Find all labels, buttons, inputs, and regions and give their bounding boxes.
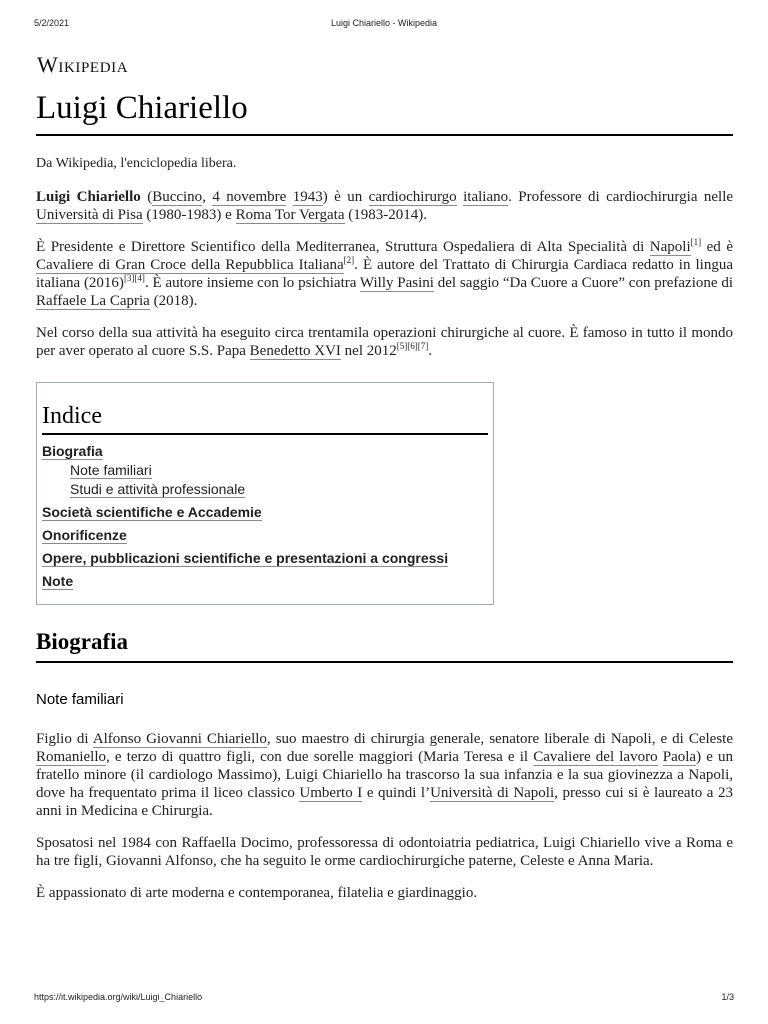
link-buccino[interactable]: Buccino <box>152 189 203 205</box>
link-universita-di-pisa[interactable]: Università di Pisa <box>36 207 143 223</box>
toc-item-societa <box>42 504 488 520</box>
link-1943[interactable]: 1943 <box>292 189 323 205</box>
print-url: https://it.wikipedia.org/wiki/Luigi_Chiariello <box>34 992 203 1002</box>
print-page-number: 1/3 <box>721 992 734 1002</box>
link-cardiochirurgo[interactable]: cardiochirurgo <box>368 189 457 205</box>
biografia-paragraph-2: Sposatosi nel 1984 con Raffaella Docimo, professoressa di odontoiatria pediatrica, Luigi Chiariello vive a Roma e ha tre figli, Giovanni Alfonso, che ha seguito le orme cardiochirurgiche paterne, Celeste e Anna Maria. <box>36 835 733 869</box>
wikipedia-wordmark[interactable]: Wikipedia <box>37 52 129 77</box>
link-romaniello[interactable]: Romaniello <box>36 749 106 765</box>
link-cavaliere-gran-croce[interactable]: Cavaliere di Gran Croce della Repubblica Italiana <box>36 257 344 273</box>
article-content <box>36 52 733 916</box>
tagline: Da Wikipedia, l'enciclopedia libera. <box>36 156 237 171</box>
toc-item-studi <box>70 481 488 497</box>
lead-paragraph-2: È Presidente e Direttore Scientifico della Mediterranea, Struttura Ospedaliera di Alta Specialità di Napoli[1] ed è Cavaliere di Gran Croce della Repubblica Italiana[2]. È autore del Trattato di Chirurgia Cardiaca redatto in lingua italiana (2016)[3][4]. È autore insieme con lo psichiatra Willy Pasini del saggio “Da Cuore a Cuore” con prefazione di Raffaele La Capria (2018). <box>36 237 733 309</box>
link-4-novembre[interactable]: 4 novembre <box>212 189 287 205</box>
table-of-contents <box>36 382 494 605</box>
citation-ref[interactable]: [3][4] <box>123 273 145 283</box>
link-universita-di-napoli[interactable]: Università di Napoli <box>430 785 555 801</box>
link-cavaliere-del-lavoro[interactable]: Cavaliere del lavoro <box>533 749 658 765</box>
toc-link-opere[interactable]: Opere, pubblicazioni scientifiche e presentazioni a congressi <box>42 550 449 566</box>
subsection-heading-note-familiari: Note familiari <box>36 691 124 708</box>
toc-list <box>42 443 488 589</box>
citation-ref[interactable]: [1] <box>690 237 702 247</box>
toc-title: Indice <box>42 403 488 435</box>
toc-sublist <box>42 462 488 497</box>
link-paola[interactable]: Paola <box>662 749 697 765</box>
print-header <box>34 18 734 30</box>
biografia-paragraph-3: È appassionato di arte moderna e contemporanea, filatelia e giardinaggio. <box>36 885 478 901</box>
subject-name: Luigi Chiariello <box>36 189 141 205</box>
citation-ref[interactable]: [2] <box>343 255 355 265</box>
lead-paragraph-1: Luigi Chiariello (Buccino, 4 novembre 1943) è un cardiochirurgo italiano. Professore di cardiochirurgia nelle Università di Pisa (1980-1983) e Roma Tor Vergata (1983-2014). <box>36 189 734 223</box>
toc-item-note-familiari <box>70 462 488 478</box>
toc-link-studi[interactable]: Studi e attività professionale <box>70 481 246 497</box>
link-napoli[interactable]: Napoli <box>649 239 691 255</box>
toc-item-opere <box>42 550 488 566</box>
toc-link-onorificenze[interactable]: Onorificenze <box>42 527 127 543</box>
link-alfonso-giovanni-chiariello[interactable]: Alfonso Giovanni Chiariello <box>92 731 267 747</box>
biografia-paragraph-1: Figlio di Alfonso Giovanni Chiariello, suo maestro di chirurgia generale, senatore liberale di Napoli, e di Celeste Romaniello, e terzo di quattro figli, con due sorelle maggiori (Maria Teresa e il Cavaliere del lavoro Paola) e un fratello minore (il cardiologo Massimo), Luigi Chiariello ha trascorso la sua infanzia e la sua giovinezza a Napoli, dove ha frequentato prima il liceo classico Umberto I e quindi l’Università di Napoli, presso cui si è laureato a 23 anni in Medicina e Chirurgia. <box>36 731 734 819</box>
link-raffaele-la-capria[interactable]: Raffaele La Capria <box>36 293 150 309</box>
print-date: 5/2/2021 <box>34 18 70 28</box>
link-roma-tor-vergata[interactable]: Roma Tor Vergata <box>235 207 345 223</box>
toc-link-note-familiari[interactable]: Note familiari <box>70 462 152 478</box>
link-umberto-i[interactable]: Umberto I <box>299 785 363 801</box>
lead-paragraph-3: Nel corso della sua attività ha eseguito circa trentamila operazioni chirurgiche al cuore. È famoso in tutto il mondo per aver operato al cuore S.S. Papa Benedetto XVI nel 2012[5][6][7]. <box>36 325 733 359</box>
citation-ref[interactable]: [5][6][7] <box>396 341 429 351</box>
toc-link-biografia[interactable]: Biografia <box>42 443 103 459</box>
link-willy-pasini[interactable]: Willy Pasini <box>359 275 434 291</box>
toc-link-societa[interactable]: Società scientifiche e Accademie <box>42 504 262 520</box>
page-title: Luigi Chiariello <box>36 90 733 136</box>
toc-link-note[interactable]: Note <box>42 573 74 589</box>
print-footer <box>34 992 734 1004</box>
toc-item-biografia <box>42 443 488 497</box>
toc-item-note <box>42 573 488 589</box>
link-italiano[interactable]: italiano <box>463 189 509 205</box>
link-benedetto-xvi[interactable]: Benedetto XVI <box>249 343 341 359</box>
print-title: Luigi Chiariello - Wikipedia <box>330 18 438 28</box>
section-heading-biografia: Biografia <box>36 629 733 663</box>
toc-item-onorificenze <box>42 527 488 543</box>
